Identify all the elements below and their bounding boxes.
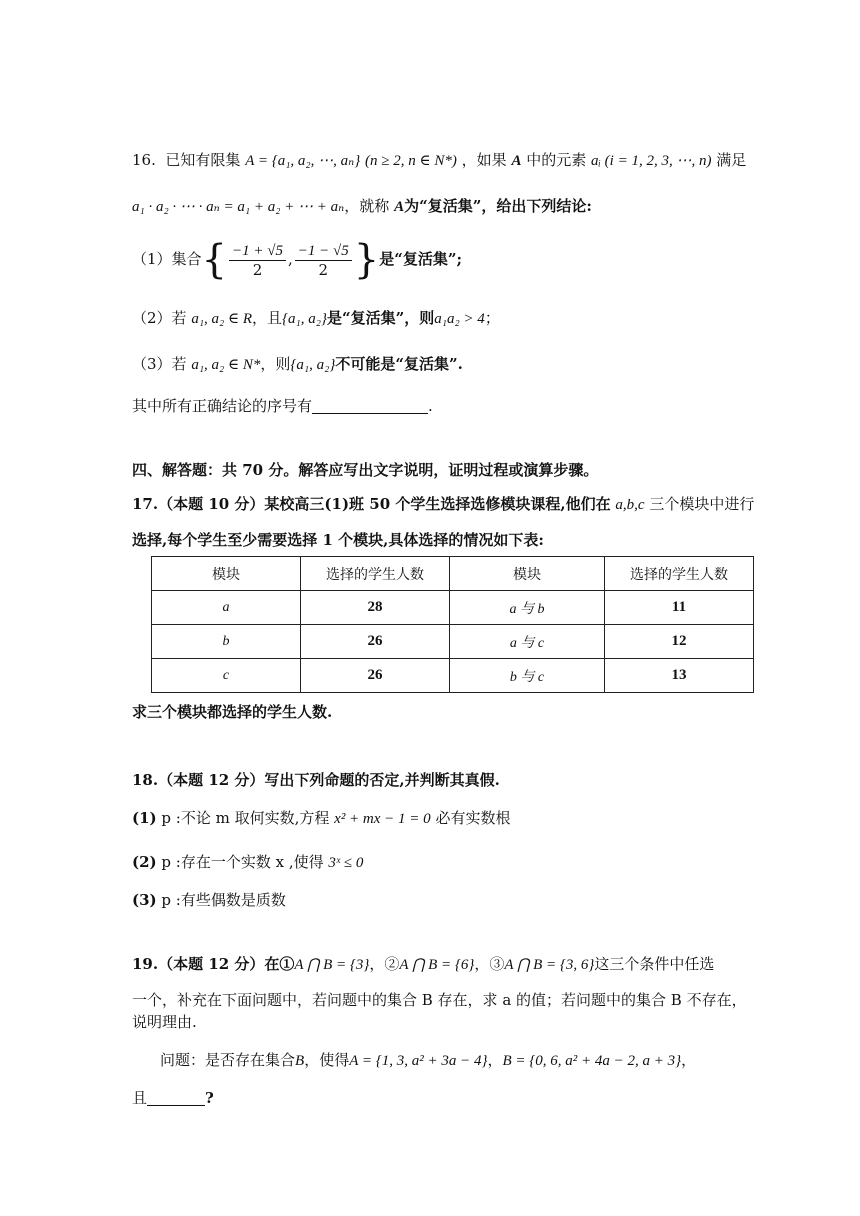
q19-line1-b: 这三个条件中任选 <box>594 955 715 973</box>
q16-equation: a₁ · a₂ · ⋯ · aₙ = a₁ + a₂ + ⋯ + aₙ <box>132 199 345 215</box>
fraction-2-denominator: 2 <box>318 260 329 279</box>
table-cell-count: 13 <box>605 659 754 693</box>
q16-intro: 已知有限集 <box>165 151 241 169</box>
q18-p1 <box>132 808 510 829</box>
q16-after-cond: ，如果 <box>461 151 507 169</box>
right-brace: } <box>353 237 380 283</box>
table-cell-module: c <box>152 659 301 693</box>
table-header-row <box>152 557 754 591</box>
q16-final <box>132 396 433 416</box>
q19-problem-sep: ， <box>487 1051 503 1069</box>
q18-p1-b: 必有实数根 <box>435 809 511 827</box>
q16-item2-e: ； <box>484 309 500 327</box>
q16-item2-set: {a₁, a₂} <box>282 311 327 327</box>
fraction-2-numerator: −1 − √5 <box>295 242 352 261</box>
q18-p1-label: (1) <box>132 809 157 827</box>
table-row <box>152 625 754 659</box>
q18-p3-a: p :有些偶数是质数 <box>161 891 286 909</box>
q16-item1: （1）集合{ $\frac{-1 + √5}{2}$ , $\frac{-1 - √5}{2}$ }是“复活集”; <box>132 237 462 283</box>
q16-eq-tail-1: ，就称 <box>344 197 390 215</box>
q16-item2-label: （2）若 <box>132 309 187 327</box>
fraction-2 <box>295 242 352 279</box>
q19-last-a: 且 <box>132 1089 148 1107</box>
q16-item3-a: a₁, a₂ ∈ N* <box>191 357 261 373</box>
q18-p1-eq: x² + mx − 1 = 0 <box>334 811 431 827</box>
module-selection-table <box>151 556 754 693</box>
q16-item2 <box>132 308 500 329</box>
table-row <box>152 591 754 625</box>
table-cell-count: 11 <box>605 591 754 625</box>
q19-set-B: B = {0, 6, a² + 4a − 2, a + 3} <box>502 1053 682 1069</box>
q19-condition-1: A ⋂ B = {3} <box>294 957 370 973</box>
q19-sep2: ，③ <box>474 955 505 973</box>
q16-final-end: . <box>428 397 433 415</box>
q19-problem <box>160 1050 696 1071</box>
q16-item2-a: a₁, a₂ ∈ R <box>191 311 253 327</box>
fraction-1 <box>229 242 286 279</box>
q19-problem-B: B <box>295 1053 305 1069</box>
table-cell-module: a 与 c <box>450 625 605 659</box>
q16-number: 16. <box>132 151 156 169</box>
q17-question: 求三个模块都选择的学生人数. <box>132 703 333 721</box>
table-header-cell: 模块 <box>152 557 301 591</box>
q19-last-end: ? <box>205 1089 214 1107</box>
table-cell-count: 26 <box>301 659 450 693</box>
table-cell-module: b <box>152 625 301 659</box>
q16-item2-b: ，且 <box>252 309 283 327</box>
table-cell-count: 26 <box>301 625 450 659</box>
q18-p3 <box>132 890 286 910</box>
q16-eq-tail-2: 为“复活集”，给出下列结论: <box>404 197 592 215</box>
q16-line2 <box>132 196 592 217</box>
q19-line1-a: 19.（本题 12 分）在① <box>132 955 295 973</box>
q17-abc: a,b,c <box>615 497 645 513</box>
fraction-1-numerator: −1 + √5 <box>229 242 286 261</box>
q18-p2 <box>132 852 363 873</box>
q16-final-text: 其中所有正确结论的序号有 <box>132 397 313 415</box>
q16-line1 <box>132 150 746 171</box>
table-cell-count: 12 <box>605 625 754 659</box>
q19-sep1: ，② <box>369 955 400 973</box>
q16-item2-c: 是“复活集”，则 <box>326 309 435 327</box>
q16-item3-set: {a₁, a₂} <box>290 357 336 373</box>
q17-line1-b: 三个模块中进行 <box>649 495 755 513</box>
q16-item1-label: （1）集合 <box>132 250 202 268</box>
q16-elem: aᵢ (i = 1, 2, 3, ⋯, n) <box>591 153 712 169</box>
q19-problem-a: 问题：是否存在集合 <box>160 1051 296 1069</box>
table-header-cell: 选择的学生人数 <box>301 557 450 591</box>
q19-last <box>132 1088 214 1108</box>
table-cell-module: b 与 c <box>450 659 605 693</box>
q16-mid: 中的元素 <box>526 151 587 169</box>
q19-condition-3: A ⋂ B = {3, 6} <box>504 957 595 973</box>
q18-p2-eq: 3ˣ ≤ 0 <box>328 855 364 871</box>
q19-line3: 说明理由. <box>132 1013 197 1031</box>
table-header-cell: 选择的学生人数 <box>605 557 754 591</box>
q19-line2: 一个，补充在下面问题中，若问题中的集合 B 存在，求 a 的值；若问题中的集合 B 不存在， <box>132 991 747 1009</box>
q16-satisfy: 满足 <box>716 151 747 169</box>
q17-line1-a: 17.（本题 10 分）某校高三(1)班 50 个学生选择选修模块课程,他们在 <box>132 495 611 513</box>
q16-item3-label: （3）若 <box>132 355 187 373</box>
table-cell-count: 28 <box>301 591 450 625</box>
condition-blank[interactable] <box>147 1091 205 1106</box>
q18-p1-a: p :不论 m 取何实数,方程 <box>161 809 330 827</box>
q18-p3-label: (3) <box>132 891 157 909</box>
q18-title: 18.（本题 12 分）写出下列命题的否定,并判断其真假. <box>132 771 500 789</box>
table-cell-module: a 与 b <box>450 591 605 625</box>
q19-condition-2: A ⋂ B = {6} <box>399 957 475 973</box>
fraction-1-denominator: 2 <box>252 260 263 279</box>
q16-A: A <box>511 153 522 169</box>
section-heading: 四、解答题：共 70 分。解答应写出文字说明，证明过程或演算步骤。 <box>132 461 599 479</box>
q16-item3 <box>132 354 463 375</box>
q16-condition: (n ≥ 2, n ∈ N*) <box>365 153 457 169</box>
q19-line1 <box>132 954 714 975</box>
q17-line1 <box>132 494 754 515</box>
q18-p2-a: p :存在一个实数 x ,使得 <box>161 853 324 871</box>
table-header-cell: 模块 <box>450 557 605 591</box>
q19-problem-b: ，使得 <box>304 1051 350 1069</box>
q19-problem-end: ， <box>681 1051 697 1069</box>
q16-item1-tail: 是“复活集”; <box>379 250 462 268</box>
table-cell-module: a <box>152 591 301 625</box>
table-row <box>152 659 754 693</box>
q16-item2-d: a₁a₂ > 4 <box>434 311 485 327</box>
q16-set-expr: A = {a₁, a₂, ⋯, aₙ} <box>245 153 361 169</box>
left-brace: { <box>201 237 227 283</box>
answer-blank[interactable] <box>312 399 428 414</box>
q18-p2-label: (2) <box>132 853 157 871</box>
q16-A-2: A <box>394 199 405 215</box>
q19-set-A: A = {1, 3, a² + 3a − 4} <box>349 1053 488 1069</box>
q16-item3-b: ，则 <box>260 355 291 373</box>
q17-line2: 选择,每个学生至少需要选择 1 个模块,具体选择的情况如下表: <box>132 531 544 549</box>
q16-item3-c: 不可能是“复活集”. <box>335 355 463 373</box>
